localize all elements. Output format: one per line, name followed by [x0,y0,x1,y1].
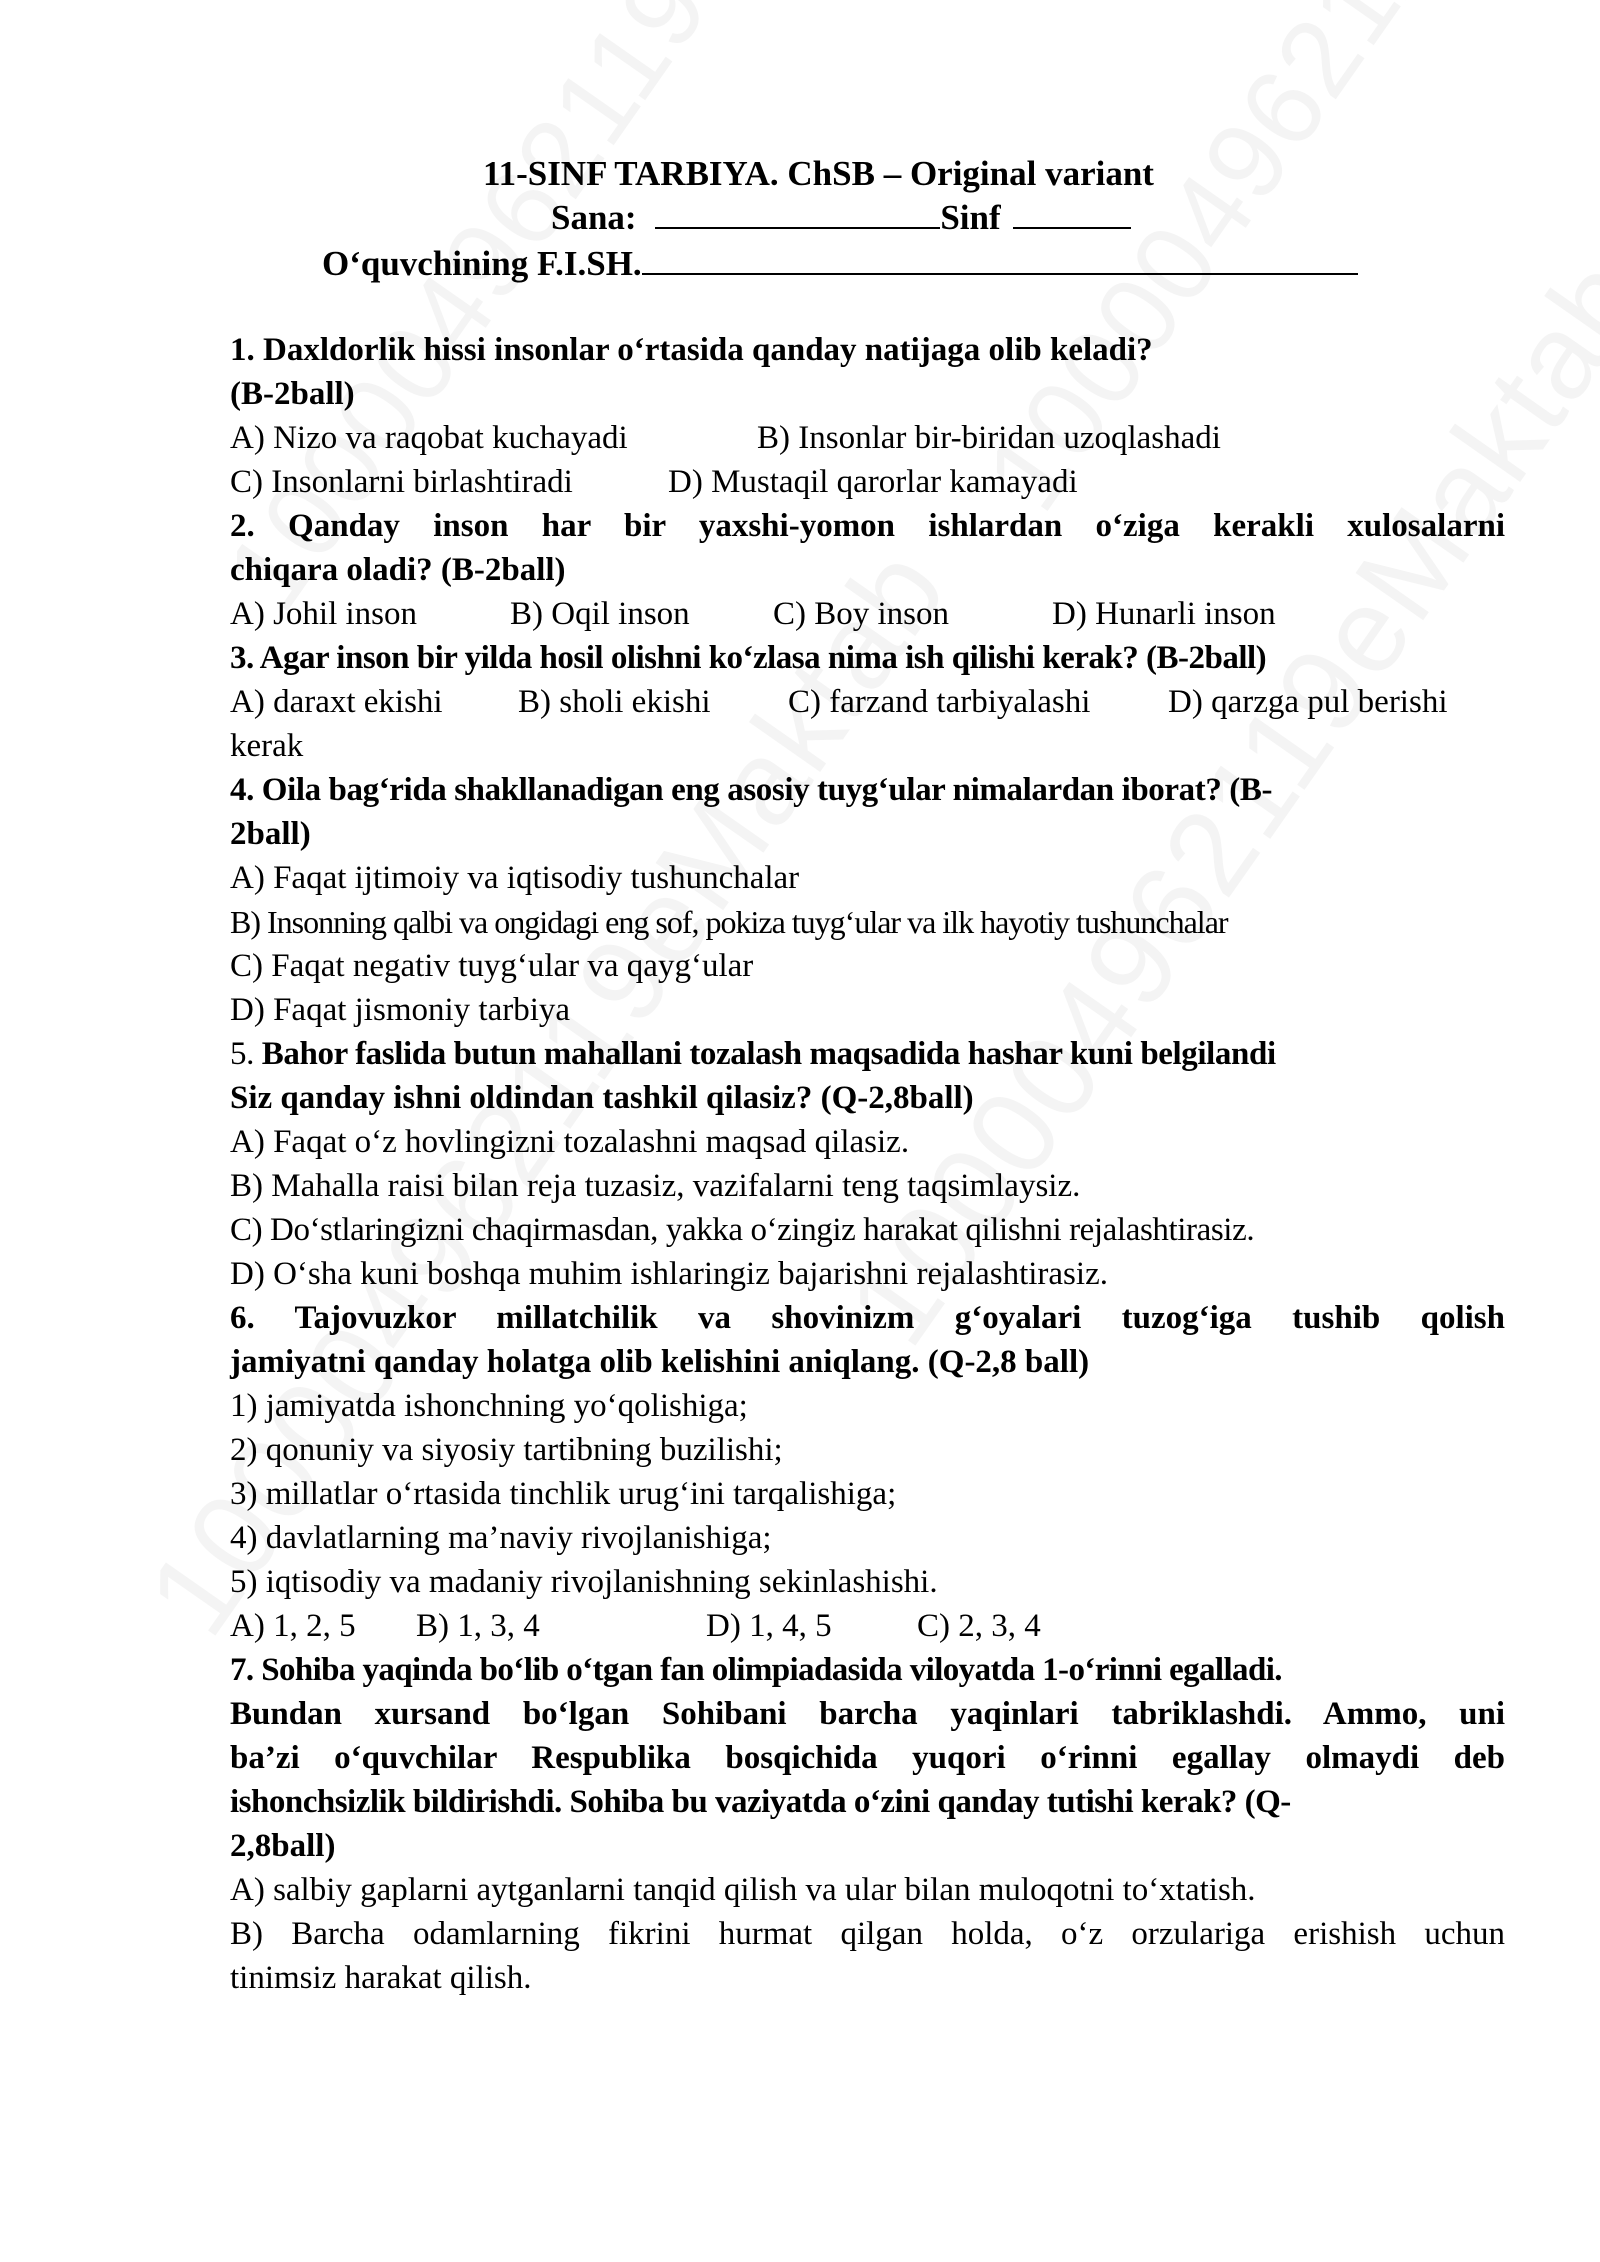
question-7-option-b: B) Barcha odamlarning fikrini hurmat qilgan holda, o‘z orzulariga erishish uchun [230,1916,1505,1952]
question-1-text: 1. Daxldorlik hissi insonlar o‘rtasida qanday natijaga olib keladi? [230,332,1153,368]
question-6-text: 6. Tajovuzkor millatchilik va shovinizm g‘oyalari tuzog‘iga tushib qolish [230,1300,1505,1336]
question-5-option-b: B) Mahalla raisi bilan reja tuzasiz, vazifalarni teng taqsimlaysiz. [230,1168,1081,1204]
question-6-item-1: 1) jamiyatda ishonchning yo‘qolishiga; [230,1388,748,1424]
class-label: Sinf [940,198,1001,237]
question-7-text: 7. Sohiba yaqinda bo‘lib o‘tgan fan olimpiadasida viloyatda 1-o‘rinni egalladi. [230,1652,1282,1688]
question-5-text-cont: Siz qanday ishni oldindan tashkil qilasiz? (Q-2,8ball) [230,1080,974,1116]
question-6-item-5: 5) iqtisodiy va madaniy rivojlanishning sekinlashishi. [230,1564,938,1600]
worksheet-title: 11-SINF TARBIYA. ChSB – Original variant [483,154,1154,193]
option-c: C) Boy inson [773,596,950,632]
question-2-text-cont: chiqara oladi? (B-2ball) [230,552,566,588]
question-5-text-main: Bahor faslida butun mahallani tozalash maqsadida hashar kuni belgilandi [253,1036,1276,1072]
question-2-options [230,592,1505,636]
option-d: D) qarzga pul berishi [1168,684,1448,720]
question-3-options-cont: kerak [230,728,304,764]
option-b: B) Insonlar bir-biridan uzoqlashadi [757,420,1221,456]
date-blank [655,197,940,229]
option-d: D) Mustaqil qarorlar kamayadi [668,464,1078,500]
question-1-score: (B-2ball) [230,376,355,412]
class-blank [1013,197,1131,229]
question-4-text: 4. Oila bag‘rida shakllanadigan eng asosiy tuyg‘ular nimalardan iborat? (B- [230,772,1273,808]
student-name-line [322,242,1358,286]
question-4-option-b: B) Insonning qalbi va ongidagi eng sof, pokiza tuyg‘ular va ilk hayotiy tushunchalar [230,904,1228,940]
option-d: D) Hunarli inson [1052,596,1276,632]
question-3-text: 3. Agar inson bir yilda hosil olishni ko‘zlasa nima ish qilishi kerak? (B-2ball) [230,640,1267,676]
question-3-options [230,680,1505,724]
question-1-options-row-1 [230,416,1505,460]
question-5-option-a: A) Faqat o‘z hovlingizni tozalashni maqsad qilasiz. [230,1124,910,1160]
question-5-text [230,1032,1505,1076]
option-c: C) 2, 3, 4 [917,1608,1041,1644]
question-4-text-cont: 2ball) [230,816,311,852]
question-5-number: 5. [230,1036,254,1072]
student-name-blank [642,243,1358,275]
option-b: B) 1, 3, 4 [416,1608,540,1644]
question-7-option-a: A) salbiy gaplarni aytganlarni tanqid qilish va ular bilan muloqotni to‘xtatish. [230,1872,1256,1908]
option-a: A) daraxt ekishi [230,684,443,720]
question-6-item-2: 2) qonuniy va siyosiy tartibning buzilishi; [230,1432,783,1468]
questions-body [230,328,1505,2000]
question-6-item-4: 4) davlatlarning ma’naviy rivojlanishiga; [230,1520,772,1556]
question-5-option-d: D) O‘sha kuni boshqa muhim ishlaringiz bajarishni rejalashtirasiz. [230,1256,1108,1292]
question-6-text-cont: jamiyatni qanday holatga olib kelishini aniqlang. (Q-2,8 ball) [230,1344,1090,1380]
question-1-options-row-2 [230,460,1505,504]
question-7-text-cont-4: 2,8ball) [230,1828,336,1864]
option-c: C) farzand tarbiyalashi [788,684,1091,720]
date-class-line [551,196,1131,240]
option-a: A) Johil inson [230,596,418,632]
question-6-item-3: 3) millatlar o‘rtasida tinchlik urug‘ini tarqalishiga; [230,1476,897,1512]
question-4-option-d: D) Faqat jismoniy tarbiya [230,992,571,1028]
option-c: C) Insonlarni birlashtiradi [230,464,573,500]
question-7-text-cont-2: ba’zi o‘quvchilar Respublika bosqichida yuqori o‘rinni egallay olmaydi deb [230,1740,1505,1776]
option-b: B) sholi ekishi [518,684,711,720]
question-2-text: 2. Qanday inson har bir yaxshi-yomon ishlardan o‘ziga kerakli xulosalarni [230,508,1505,544]
question-7-text-cont-3: ishonchsizlik bildirishdi. Sohiba bu vaziyatda o‘zini qanday tutishi kerak? (Q- [230,1784,1291,1820]
date-label: Sana: [551,198,637,237]
question-7-option-b-cont: tinimsiz harakat qilish. [230,1960,532,1996]
question-4-option-c: C) Faqat negativ tuyg‘ular va qayg‘ular [230,948,754,984]
question-5-option-c: C) Do‘stlaringizni chaqirmasdan, yakka o‘zingiz harakat qilishni rejalashtirasiz. [230,1212,1255,1248]
option-a: A) 1, 2, 5 [230,1608,356,1644]
student-name-label: O‘quvchining F.I.SH. [322,244,642,283]
question-7-text-cont-1: Bundan xursand bo‘lgan Sohibani barcha yaqinlari tabriklashdi. Ammo, uni [230,1696,1505,1732]
question-4-option-a: A) Faqat ijtimoiy va iqtisodiy tushunchalar [230,860,800,896]
option-a: A) Nizo va raqobat kuchayadi [230,420,628,456]
question-6-options [230,1604,1505,1648]
option-b: B) Oqil inson [510,596,690,632]
option-d: D) 1, 4, 5 [706,1608,832,1644]
